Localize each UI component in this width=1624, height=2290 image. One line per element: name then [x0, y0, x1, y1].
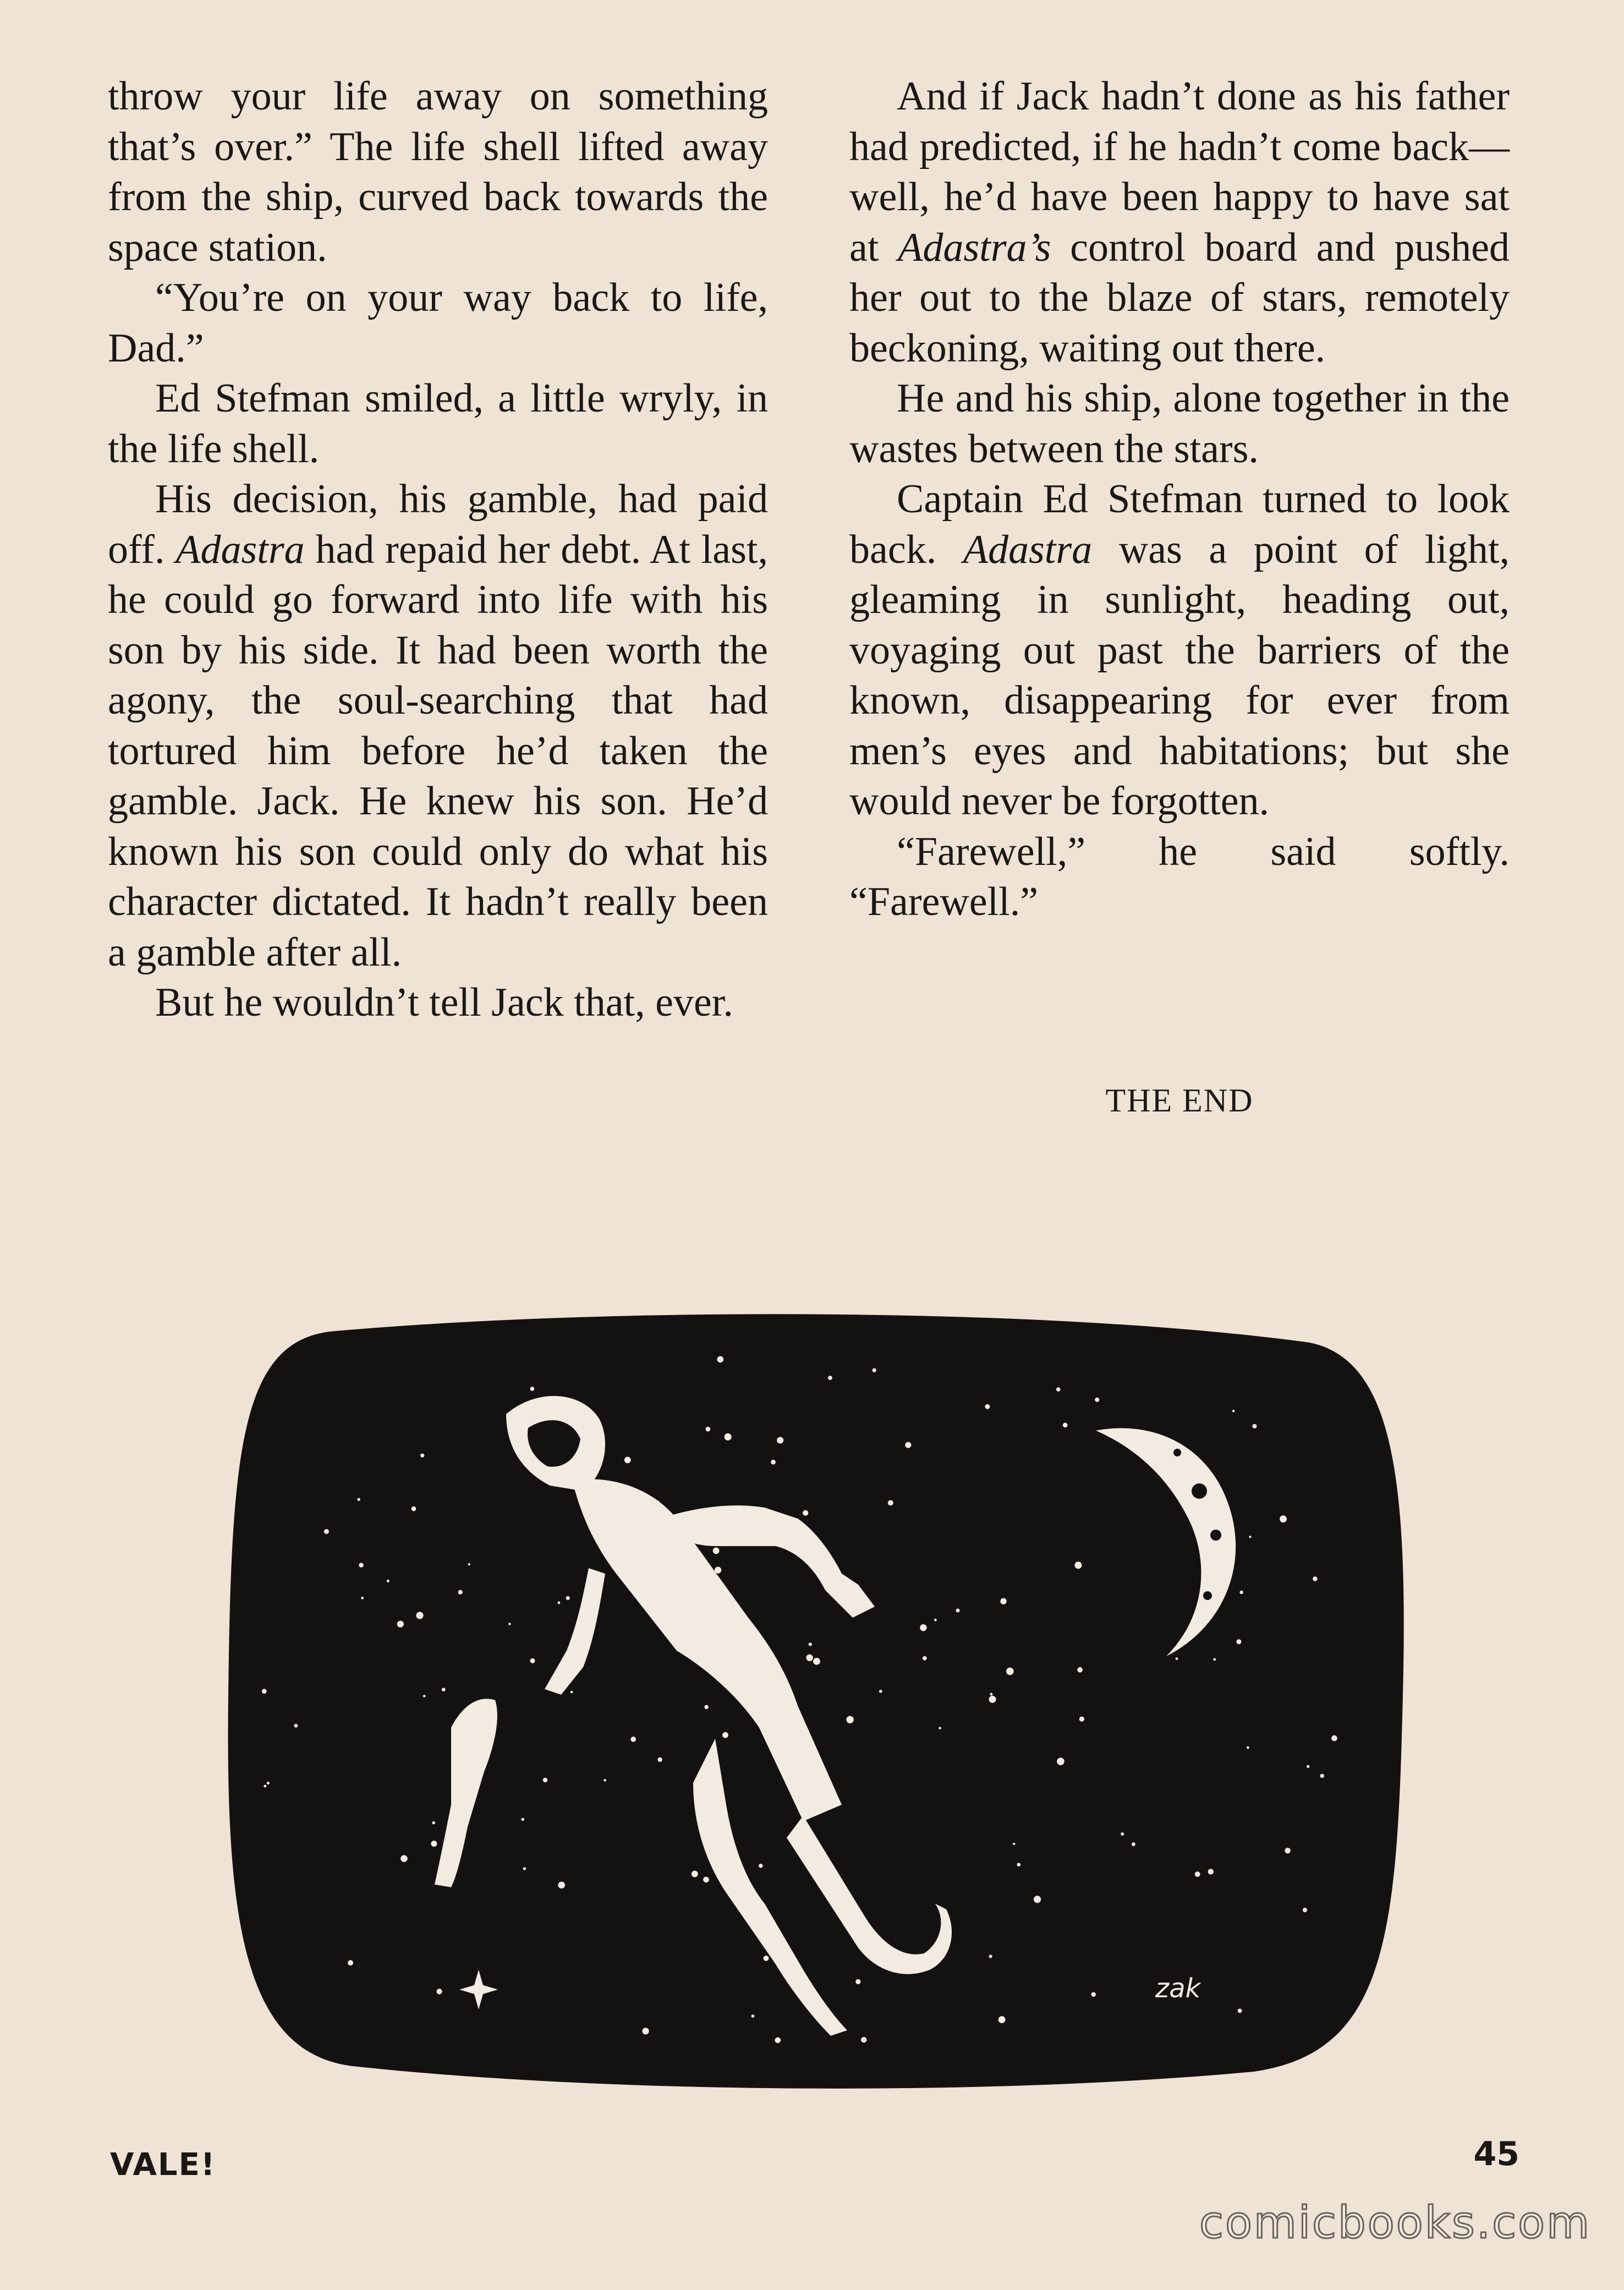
star-dot [809, 1642, 812, 1646]
star-dot [1280, 1515, 1287, 1522]
page-number: 45 [1473, 2135, 1519, 2173]
star-dot [1247, 1746, 1249, 1749]
star-dot [558, 1602, 561, 1604]
star-dot [566, 1596, 570, 1600]
star-dot [603, 1779, 606, 1782]
star-dot [294, 1724, 298, 1728]
star-dot [630, 1736, 636, 1742]
star-dot [725, 1433, 732, 1440]
ship-name: Adastra [175, 527, 305, 572]
star-dot [1195, 1871, 1200, 1877]
paragraph-text: Captain Ed Stefman turned to look back. [849, 476, 1510, 572]
star-dot [1056, 1387, 1061, 1391]
space-viewport [228, 1314, 1404, 2088]
star-dot [387, 1580, 389, 1582]
star-dot [1208, 1869, 1214, 1875]
paragraph-text: had repaid her debt. At last, he could go forward into life with his son by his side. It had been worth the agony, the soul-searching that had tortured him before he’d taken the gamble. Jack. He knew his son. He’d known his son could only do what his character dictated. It hadn’t really been a gamble after all. [108, 527, 768, 975]
star-dot [358, 1498, 360, 1501]
star-dot [771, 1460, 776, 1465]
star-dot [873, 1368, 876, 1372]
star-dot [806, 1655, 813, 1661]
star-dot [416, 1612, 423, 1619]
star-dot [397, 1621, 404, 1628]
star-dot [324, 1529, 329, 1534]
paragraph: throw your life away on something that’s over.” The life shell lifted away from the ship, curved back towards the space station. [108, 74, 768, 270]
star-dot [1320, 1774, 1324, 1778]
star-dot [1013, 1843, 1015, 1845]
star-dot [705, 1427, 710, 1432]
star-dot [1307, 1765, 1309, 1768]
star-dot [1063, 1423, 1068, 1428]
star-dot [861, 2037, 866, 2042]
star-dot [920, 1624, 926, 1631]
star-dot [523, 1867, 526, 1870]
star-dot [775, 2037, 781, 2044]
star-dot [468, 1563, 470, 1565]
star-dot [657, 1757, 662, 1762]
ship-name: Adastra [963, 527, 1093, 572]
star-dot [431, 1840, 437, 1847]
paragraph-text: And if Jack hadn’t done as his father had predicted, if he hadn’t come back—well, he’d have been happy to have sat at [849, 74, 1510, 270]
star-dot [813, 1658, 820, 1665]
star-dot [828, 1376, 832, 1380]
watermark: comicbooks.com [1199, 2197, 1591, 2248]
star-dot [458, 1590, 463, 1595]
star-dot [934, 1619, 937, 1621]
star-dot [713, 1548, 720, 1554]
star-dot [989, 1955, 992, 1958]
star-dot [643, 2028, 649, 2034]
star-dot [989, 1696, 996, 1703]
paragraph [849, 474, 1510, 827]
star-dot [1006, 1668, 1014, 1675]
star-dot [508, 1623, 511, 1625]
star-dot [764, 1955, 769, 1961]
star-dot [905, 1442, 911, 1448]
star-dot [855, 1979, 860, 1984]
star-dot [420, 1454, 424, 1458]
star-dot [521, 1818, 524, 1821]
star-dot [990, 1693, 992, 1696]
star-dot [1236, 1639, 1241, 1644]
star-dot [692, 1871, 698, 1877]
star-dot [1057, 1758, 1065, 1766]
star-dot [1079, 1717, 1084, 1722]
star-dot [985, 1404, 990, 1409]
star-dot [558, 1882, 565, 1889]
paragraph: “Farewell,” he said softly. “Farewell.” [849, 829, 1510, 924]
star-dot [888, 1500, 893, 1506]
star-dot [267, 1782, 270, 1784]
star-dot [1232, 1410, 1235, 1412]
paragraph: “You’re on your way back to life, Dad.” [108, 275, 768, 371]
artist-signature: zak [1155, 1973, 1201, 2004]
star-dot [1252, 1424, 1257, 1428]
ship-name: Adastra’s [898, 224, 1051, 270]
star-dot [722, 1732, 728, 1738]
star-dot [348, 1960, 353, 1966]
paragraph: He and his ship, alone together in the wastes between the stars. [849, 376, 1510, 472]
star-dot [1121, 1832, 1124, 1836]
star-dot [956, 1609, 960, 1613]
text-column-right [849, 72, 1510, 928]
star-dot [846, 1716, 853, 1723]
star-dot [703, 1877, 709, 1883]
star-dot [1213, 1658, 1216, 1661]
star-dot [543, 1778, 547, 1782]
footer-title: VALE! [110, 2147, 216, 2183]
paragraph [849, 72, 1510, 374]
star-dot [262, 1689, 267, 1694]
star-dot [361, 1597, 364, 1599]
paragraph-text: was a point of light, gleaming in sunlight, heading out, voyaging out past the barriers of the known, disappearing for ever from men’s eyes and habitations; but she would never be forgotten. [849, 527, 1510, 824]
star-dot [432, 1821, 435, 1825]
star-dot [1176, 1657, 1178, 1660]
star-dot [717, 1356, 724, 1363]
star-dot [624, 1457, 631, 1464]
star-dot [923, 1656, 927, 1661]
star-dot [1303, 1908, 1307, 1912]
star-dot [1313, 1576, 1317, 1581]
star-dot [759, 1864, 762, 1867]
star-dot [1285, 1848, 1290, 1853]
star-dot [1000, 1598, 1006, 1604]
paragraph [108, 474, 768, 978]
star-dot [400, 1855, 408, 1862]
star-dot [998, 2016, 1006, 2023]
star-dot [1074, 1562, 1082, 1569]
star-dot [715, 1567, 721, 1574]
star-dot [1132, 1842, 1135, 1846]
star-dot [1077, 1667, 1083, 1673]
star-dot [1017, 1863, 1021, 1867]
star-dot [751, 2014, 755, 2018]
star-dot [530, 1387, 535, 1391]
star-dot [879, 1690, 882, 1693]
star-dot [570, 1691, 573, 1694]
star-dot [437, 1988, 442, 1994]
star-dot [803, 1510, 808, 1516]
star-dot [777, 1437, 783, 1444]
star-dot [1238, 2009, 1242, 2013]
paragraph-text: control board and pushed her out to the blaze of stars, remotely beckoning, waiting out there. [849, 224, 1510, 371]
paragraph: Ed Stefman smiled, a little wryly, in the life shell. [108, 376, 768, 472]
star-dot [1239, 1591, 1243, 1594]
star-dot [412, 1506, 416, 1511]
text-column-left [108, 72, 768, 1028]
star-dot [939, 1727, 941, 1730]
star-dot [423, 1695, 426, 1697]
star-dot [1095, 1398, 1099, 1402]
star-dot [359, 1563, 363, 1567]
star-dot [1091, 1992, 1096, 1997]
paragraph: But he wouldn’t tell Jack that, ever. [155, 980, 733, 1025]
star-dot [442, 1688, 446, 1692]
the-end-label: THE END [1105, 1082, 1254, 1119]
star-dot [1034, 1895, 1041, 1903]
star-dot [1249, 1536, 1251, 1538]
space-illustration [220, 1310, 1408, 2091]
star-dot [264, 1785, 266, 1788]
star-dot [1331, 1735, 1337, 1741]
paragraph-text: His decision, his gamble, had paid off. [108, 476, 768, 572]
star-dot [530, 1658, 535, 1663]
star-dot [704, 1705, 708, 1709]
